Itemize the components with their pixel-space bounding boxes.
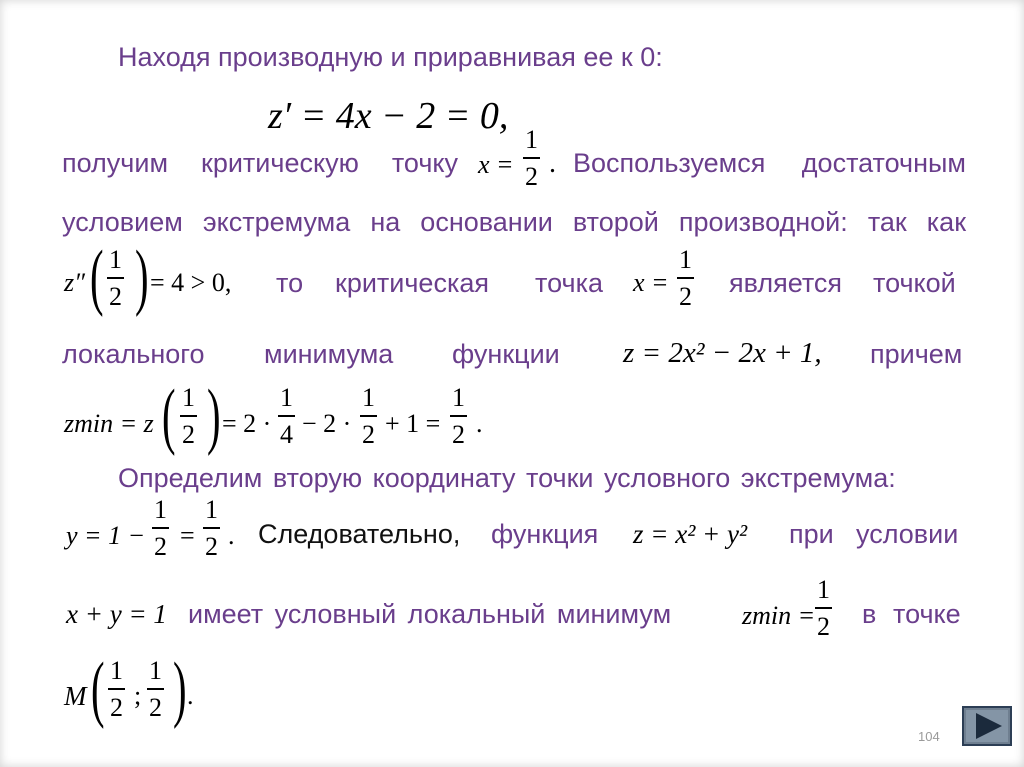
- equals: =: [180, 521, 195, 550]
- denominator: 2: [182, 419, 195, 449]
- word-point: точкой: [873, 268, 956, 298]
- word-function: функция: [491, 519, 599, 549]
- play-triangle-icon: [976, 713, 1002, 739]
- point-M: M: [64, 681, 87, 711]
- z-double-prime: z″: [64, 268, 85, 297]
- constraint-formula: x + y = 1: [66, 599, 167, 629]
- next-slide-button[interactable]: [962, 706, 1012, 746]
- fraction-bar: [360, 415, 377, 417]
- denominator: 2: [154, 531, 167, 561]
- function-formula-2: z = x² + y²: [633, 519, 748, 549]
- fraction-bar: [203, 527, 220, 529]
- word-to: то: [276, 268, 304, 298]
- y-equals: y = 1 −: [66, 521, 146, 550]
- left-paren: (: [90, 236, 104, 318]
- denominator: 2: [149, 692, 162, 722]
- word-at: при: [789, 519, 834, 549]
- word: получим: [62, 148, 169, 178]
- fraction-one-half: [360, 385, 377, 448]
- numerator: 1: [149, 656, 162, 685]
- word-moreover: причем: [870, 339, 963, 369]
- numerator: 1: [817, 575, 830, 604]
- fraction-bar: [523, 157, 540, 159]
- plus-one-equals: + 1 =: [385, 409, 441, 438]
- page-number: 104: [918, 729, 940, 744]
- zmin-lhs: zmin = z: [64, 409, 154, 438]
- numerator: 1: [154, 495, 167, 524]
- word: как: [926, 207, 966, 237]
- denominator: 2: [110, 692, 123, 722]
- x-equals: x =: [478, 150, 514, 179]
- word: условием: [62, 207, 183, 237]
- numerator: 1: [679, 245, 692, 274]
- word: критическая: [335, 268, 489, 298]
- fraction-one-half: [450, 385, 467, 448]
- fraction-bar: [108, 688, 125, 690]
- function-formula: z = 2x² − 2x + 1,: [623, 337, 822, 369]
- left-paren: (: [91, 648, 105, 730]
- text-critical-point: [62, 150, 458, 177]
- left-paren: (: [162, 375, 176, 457]
- text-second-coordinate: Определим вторую координату точки условного экстремума:: [118, 463, 896, 493]
- right-paren: ): [173, 648, 187, 730]
- fraction-one-half: [523, 127, 540, 190]
- text-condition-line: [62, 209, 966, 236]
- fraction-one-half: [815, 577, 832, 640]
- fraction-bar: [152, 527, 169, 529]
- word: производной:: [678, 207, 848, 237]
- fraction-one-half: [147, 658, 164, 721]
- period: .: [476, 409, 483, 438]
- word-minimum: минимума: [264, 339, 394, 369]
- denominator: 2: [362, 419, 375, 449]
- times-two: = 2 ·: [222, 409, 272, 438]
- fraction-bar: [815, 607, 832, 609]
- fraction-one-half: [108, 658, 125, 721]
- fraction-bar: [450, 415, 467, 417]
- numerator: 1: [280, 383, 293, 412]
- denominator: 2: [109, 281, 122, 311]
- fraction-one-half: [152, 497, 169, 560]
- x-equals: x =: [633, 268, 669, 297]
- derivative-equation: z′ = 4x − 2 = 0,: [268, 95, 509, 137]
- right-paren: ): [207, 375, 221, 457]
- semicolon: ;: [134, 681, 142, 710]
- fraction-one-half: [677, 247, 694, 310]
- fraction-one-half: [107, 247, 124, 310]
- numerator: 1: [109, 245, 122, 274]
- minus-two: − 2 ·: [302, 409, 352, 438]
- numerator: 1: [362, 383, 375, 412]
- word-therefore: Следовательно,: [258, 519, 461, 549]
- greater-than-zero: = 4 > 0,: [150, 268, 232, 297]
- fraction-one-half: [180, 385, 197, 448]
- word: Воспользуемся достаточным: [573, 148, 966, 178]
- fraction-one-quarter: [278, 385, 295, 448]
- numerator: 1: [205, 495, 218, 524]
- right-paren: ): [135, 236, 149, 318]
- fraction-bar: [278, 415, 295, 417]
- zmin-equals: zmin =: [742, 601, 816, 630]
- fraction-bar: [147, 688, 164, 690]
- numerator: 1: [182, 383, 195, 412]
- word-local: локального: [62, 339, 205, 369]
- period: .: [187, 681, 194, 710]
- word: точку: [391, 148, 458, 178]
- denominator: 2: [205, 531, 218, 561]
- denominator: 2: [679, 281, 692, 311]
- numerator: 1: [452, 383, 465, 412]
- word-in: в: [862, 599, 877, 629]
- word-function: функции: [452, 339, 560, 369]
- word-condition: условии: [856, 519, 959, 549]
- denominator: 4: [280, 419, 293, 449]
- fraction-bar: [677, 277, 694, 279]
- word: точка: [535, 268, 603, 298]
- word: критическую: [201, 148, 359, 178]
- period: .: [228, 521, 235, 550]
- numerator: 1: [110, 656, 123, 685]
- fraction-one-half: [203, 497, 220, 560]
- denominator: 2: [452, 419, 465, 449]
- numerator: 1: [525, 125, 538, 154]
- word: на: [370, 207, 401, 237]
- word: так: [867, 207, 907, 237]
- denominator: 2: [525, 161, 538, 191]
- word-point: точке: [893, 599, 961, 629]
- intro-text: Находя производную и приравнивая ее к 0:: [118, 42, 663, 72]
- text-critical-point-2: [335, 270, 603, 297]
- word: экстремума: [202, 207, 351, 237]
- fraction-bar: [107, 277, 124, 279]
- word-is: является: [729, 268, 843, 298]
- text-has-conditional-minimum: имеет условный локальный минимум: [188, 599, 672, 629]
- word: основании: [420, 207, 553, 237]
- period: .: [549, 148, 556, 179]
- text-use-sufficient: [573, 150, 966, 177]
- fraction-bar: [180, 415, 197, 417]
- denominator: 2: [817, 611, 830, 641]
- word: второй: [572, 207, 659, 237]
